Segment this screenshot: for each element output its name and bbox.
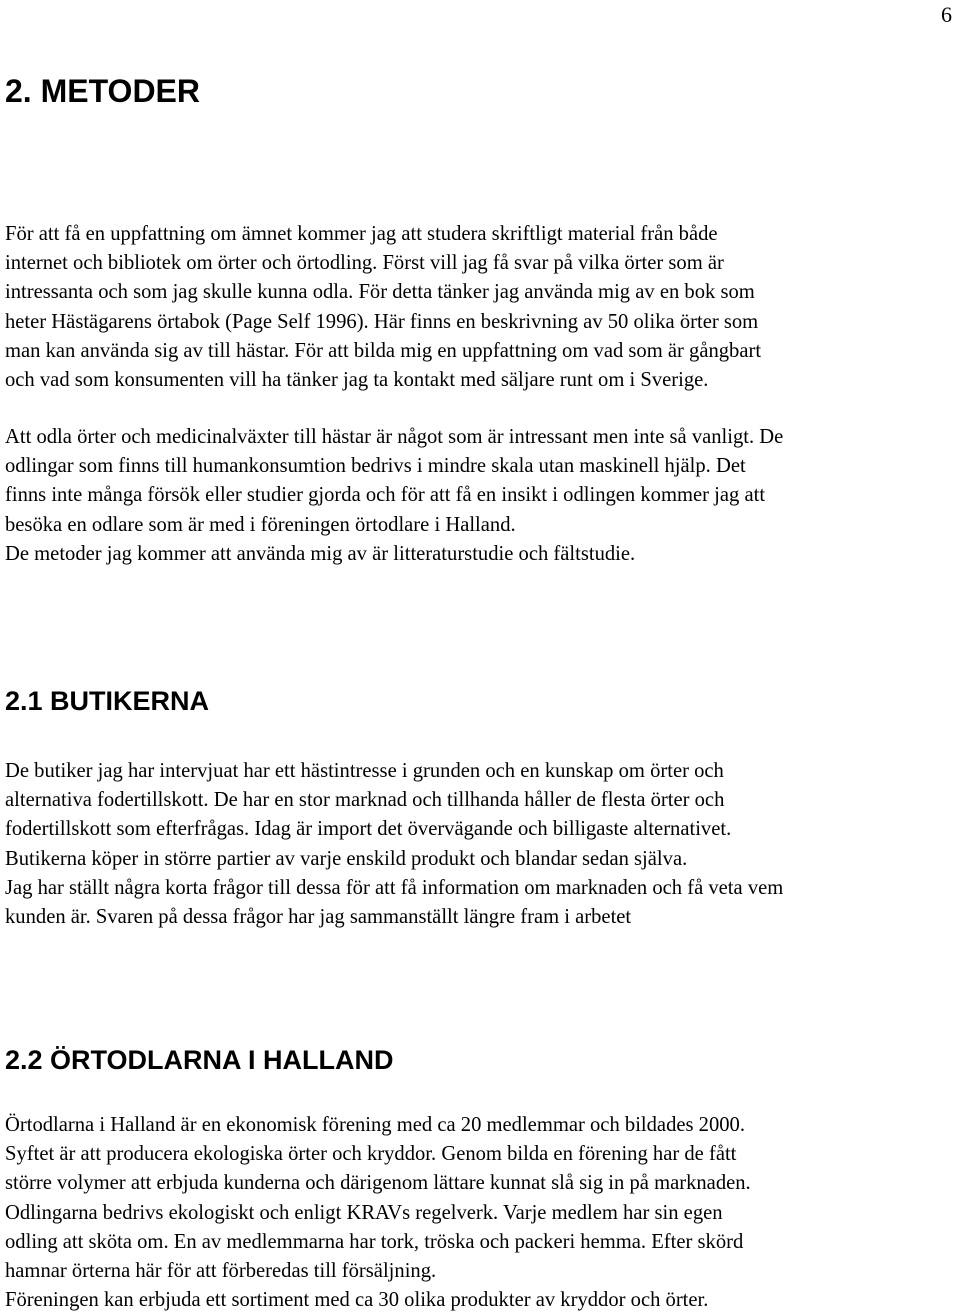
text-line: Syftet är att producera ekologiska örter och kryddor. Genom bilda en förening har de fått	[5, 1143, 737, 1166]
text-line: och vad som konsumenten vill ha tänker jag ta kontakt med säljare runt om i Sverige.	[5, 369, 709, 392]
paragraph-metoder-1	[5, 220, 957, 395]
paragraph-butikerna	[5, 757, 957, 932]
text-line: större volymer att erbjuda kunderna och därigenom lättare kunnat slå sig in på marknaden.	[5, 1172, 751, 1195]
text-line: internet och bibliotek om örter och örtodling. Först vill jag få svar på vilka örter som är	[5, 252, 724, 275]
text-line: odlingar som finns till humankonsumtion bedrivs i mindre skala utan maskinell hjälp. Det	[5, 455, 746, 478]
text-line: odling att sköta om. En av medlemmarna har tork, tröska och packeri hemma. Efter skörd	[5, 1230, 744, 1253]
text-line: finns inte många försök eller studier gjorda och för att få en insikt i odlingen kommer jag att	[5, 484, 766, 507]
text-line: hamnar örterna här för att förberedas till försäljning.	[5, 1260, 437, 1283]
text-line: De metoder jag kommer att använda mig av är litteraturstudie och fältstudie.	[5, 542, 636, 565]
text-line: heter Hästägarens örtabok (Page Self 1996). Här finns en beskrivning av 50 olika örter som	[5, 310, 759, 333]
paragraph-metoder-2	[5, 423, 957, 569]
text-line: För att få en uppfattning om ämnet kommer jag att studera skriftligt material från både	[5, 223, 718, 245]
text-line: intressanta och som jag skulle kunna odla. För detta tänker jag använda mig av en bok som	[5, 281, 755, 304]
text-line: Att odla örter och medicinalväxter till hästar är något som är intressant men inte så vanligt. De	[5, 426, 784, 448]
text-line: Örtodlarna i Halland är en ekonomisk förening med ca 20 medlemmar och bildades 2000.	[5, 1114, 746, 1136]
text-line: alternativa fodertillskott. De har en stor marknad och tillhanda håller de flesta örter och	[5, 789, 725, 812]
text-line: fodertillskott som efterfrågas. Idag är import det övervägande och billigaste alternativet.	[5, 818, 732, 841]
text-line: kunden är. Svaren på dessa frågor har jag sammanställt längre fram i arbetet	[5, 906, 632, 929]
text-line: Jag har ställt några korta frågor till dessa för att få information om marknaden och få veta vem	[5, 876, 784, 899]
text-line: besöka en odlare som är med i föreningen örtodlare i Halland.	[5, 513, 516, 536]
page-number: 6	[941, 2, 952, 27]
section-heading-metoder: 2. METODER	[5, 73, 200, 109]
paragraph-ortodlarna	[5, 1111, 957, 1315]
section-heading-ortodlarna: 2.2 ÖRTODLARNA I HALLAND	[5, 1045, 394, 1075]
section-heading-butikerna: 2.1 BUTIKERNA	[5, 686, 210, 716]
text-line: man kan använda sig av till hästar. För att bilda mig en uppfattning om vad som är gångbart	[5, 339, 762, 362]
text-line: Odlingarna bedrivs ekologiskt och enligt KRAVs regelverk. Varje medlem har sin egen	[5, 1201, 723, 1224]
text-line: Butikerna köper in större partier av varje enskild produkt och blandar sedan själva.	[5, 847, 688, 870]
text-line: De butiker jag har intervjuat har ett hästintresse i grunden och en kunskap om örter och	[5, 760, 724, 782]
text-line: Föreningen kan erbjuda ett sortiment med ca 30 olika produkter av kryddor och örter.	[5, 1289, 709, 1312]
